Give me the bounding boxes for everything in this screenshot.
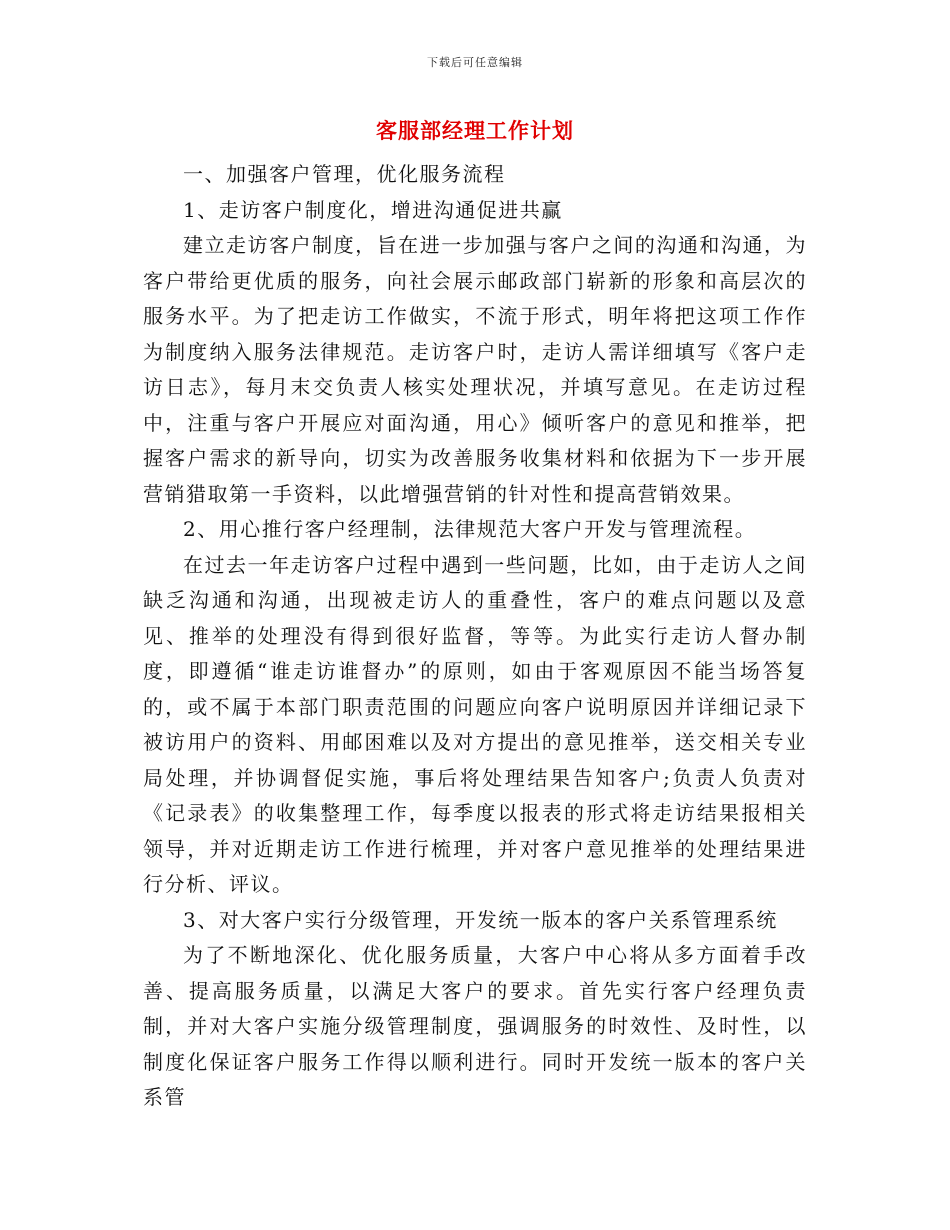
subsection-heading-3: 3、对大客户实行分级管理，开发统一版本的客户关系管理系统: [183, 907, 778, 932]
paragraph-tiered-management: 为了不断地深化、优化服务质量，大客户中心将从多方面着手改善、提高服务质量，以满足大客户的要求。首先实行客户经理负责制，并对大客户实施分级管理制度，强调服务的时效性、及时性，以制度化保证客户服务工作得以顺利进行。同时开发统一版本的客户关系管: [143, 943, 807, 1109]
paragraph-supervision: 在过去一年走访客户过程中遇到一些问题，比如，由于走访人之间缺乏沟通和沟通，出现被走访人的重叠性，客户的难点问题以及意见、推举的处理没有得到很好监督，等等。为此实行走访人督办制度，即遵循“谁走访谁督办”的原则，如由于客观原因不能当场答复的，或不属于本部门职责范围的问题应向客户说明原因并详细记录下被访用户的资料、用邮困难以及对方提出的意见推举，送交相关专业局处理，并协调督促实施，事后将处理结果告知客户;负责人负责对《记录表》的收集整理工作，每季度以报表的形式将走访结果报相关领导，并对近期走访工作进行梳理，并对客户意见推举的处理结果进行分析、评议。: [143, 552, 807, 896]
paragraph-visit-system: 建立走访客户制度，旨在进一步加强与客户之间的沟通和沟通，为客户带给更优质的服务，向社会展示邮政部门崭新的形象和高层次的服务水平。为了把走访工作做实，不流于形式，明年将把这项工作作为制度纳入服务法律规范。走访客户时，走访人需详细填写《客户走访日志》，每月末交负责人核实处理状况，并填写意见。在走访过程中，注重与客户开展应对面沟通，用心》倾听客户的意见和推举，把握客户需求的新导向，切实为改善服务收集材料和依据为下一步开展营销猎取第一手资料，以此增强营销的针对性和提高营销效果。: [143, 233, 807, 506]
section-heading-1: 一、加强客户管理，优化服务流程: [183, 162, 506, 186]
document-title: 客服部经理工作计划: [376, 118, 574, 143]
document-body: [143, 157, 807, 1116]
subsection-heading-2: 2、用心推行客户经理制，法律规范大客户开发与管理流程。: [183, 517, 757, 541]
header-note: 下载后可任意编辑: [427, 56, 523, 69]
subsection-heading-1: 1、走访客户制度化，增进沟通促进共赢: [183, 197, 563, 222]
